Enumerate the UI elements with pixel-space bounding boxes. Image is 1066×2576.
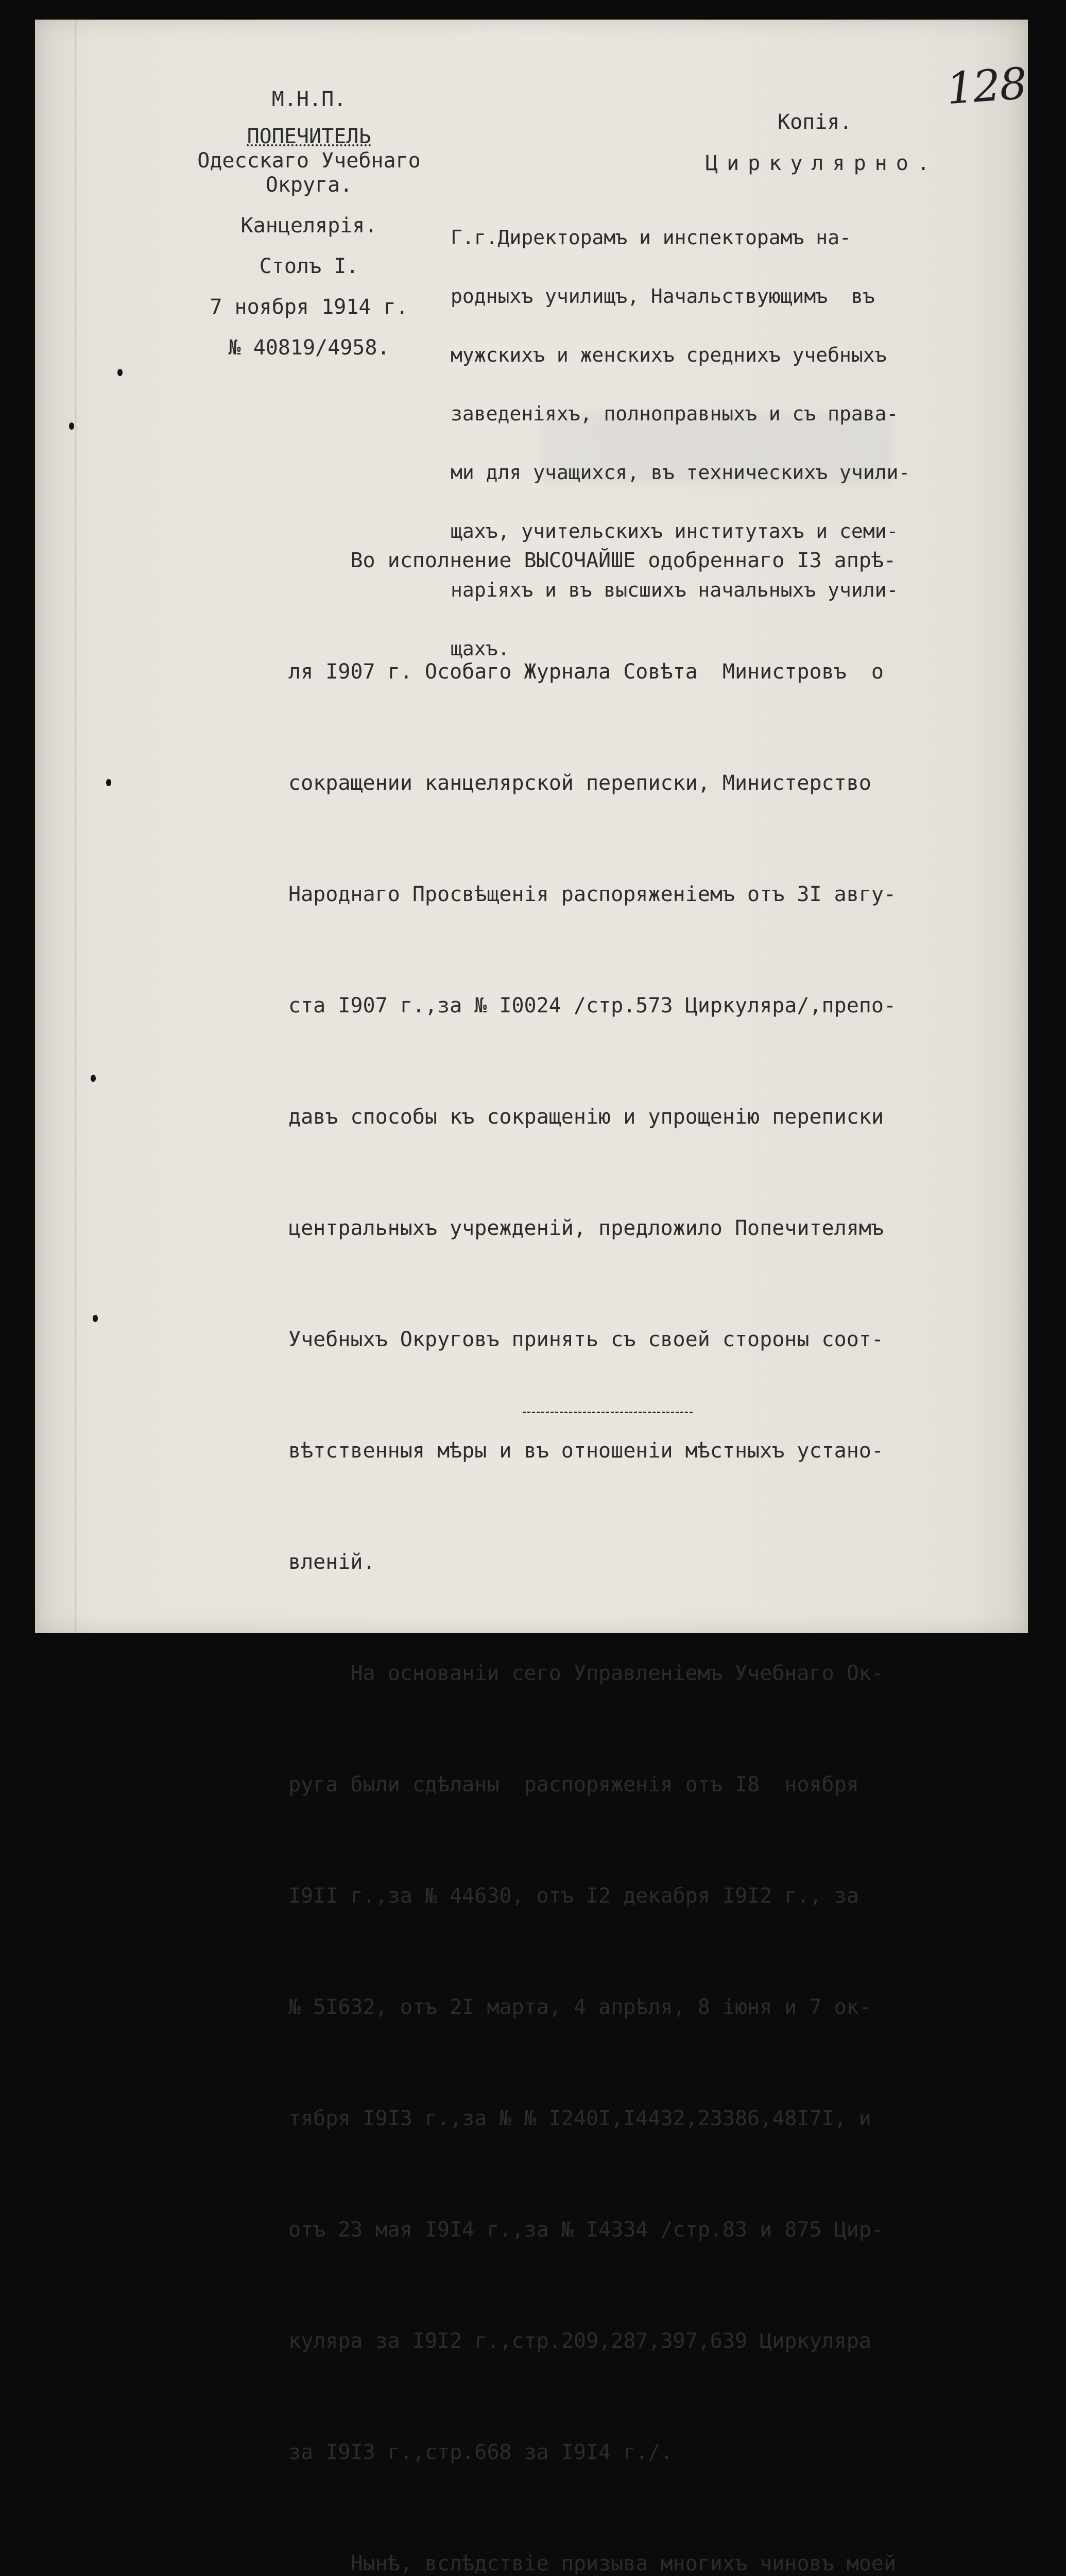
body-line: № 5I632, отъ 2I марта, 4 апрѣля, 8 іюня и 7 ок- bbox=[288, 1995, 871, 2019]
body-line: Учебныхъ Округовъ принять съ своей стороны соот- bbox=[288, 1328, 884, 1351]
sender-block bbox=[149, 88, 469, 360]
ministry-abbrev: М.Н.П. bbox=[271, 88, 347, 111]
addressee-line: щахъ. bbox=[451, 637, 510, 660]
body-line: куляра за I9I2 г.,стр.209,287,397,639 Циркуляра bbox=[288, 2329, 871, 2353]
body-line: ля I907 г. Особаго Журнала Совѣта Министровъ о bbox=[288, 660, 884, 684]
addressee-line: заведеніяхъ, полноправныхъ и съ права- bbox=[451, 402, 899, 425]
document-number: № 40819/4958. bbox=[228, 336, 390, 360]
office-title: ПОПЕЧИТЕЛЬ bbox=[247, 125, 371, 148]
addressee-line: ми для учащихся, въ техническихъ учили- bbox=[451, 461, 910, 484]
paper-fold bbox=[75, 20, 77, 1633]
body-line: давъ способы къ сокращенію и упрощенію переписки bbox=[288, 1105, 884, 1129]
body-line: вленій. bbox=[288, 1550, 375, 1574]
chancellery-label: Канцелярія. bbox=[240, 214, 377, 238]
body-line: за I9I3 г.,стр.668 за I9I4 г./. bbox=[288, 2441, 673, 2464]
body-line: центральныхъ учрежденій, предложило Попечителямъ bbox=[288, 1216, 884, 1240]
addressee-line: наріяхъ и въ высшихъ начальныхъ учили- bbox=[451, 579, 899, 601]
body-line: I9II г.,за № 44630, отъ I2 декабря I9I2 г., за bbox=[288, 1884, 859, 1908]
body-line: отъ 23 мая I9I4 г.,за № I4334 /стр.83 и 875 Цир- bbox=[288, 2218, 884, 2242]
desk-label: Столъ I. bbox=[259, 255, 359, 278]
document-date: 7 ноября 1914 г. bbox=[210, 295, 408, 319]
body-line: сокращении канцелярской переписки, Министерство bbox=[288, 771, 871, 795]
binding-hole bbox=[69, 422, 74, 430]
body-line: Нынѣ, вслѣдствіе призыва многихъ чиновъ моей bbox=[288, 2552, 897, 2575]
binding-hole bbox=[106, 779, 111, 786]
archive-page-number: 128 bbox=[944, 58, 1028, 114]
addressee-line: щахъ, учительскихъ институтахъ и семи- bbox=[451, 520, 899, 543]
binding-hole bbox=[117, 369, 123, 376]
dashed-underline-mark bbox=[523, 1412, 693, 1413]
district-line-2: Округа. bbox=[265, 173, 353, 197]
body-line: Во исполнение ВЫСОЧАЙШЕ одобреннаго I3 апрѣ- bbox=[288, 549, 897, 572]
copy-label: Копія. bbox=[778, 110, 852, 134]
body-line: ста I907 г.,за № I0024 /стр.573 Циркуляра/,препо- bbox=[288, 994, 897, 1018]
circular-label: Циркулярно. bbox=[706, 151, 938, 175]
addressee-line: мужскихъ и женскихъ среднихъ учебныхъ bbox=[451, 344, 887, 366]
body-line: вѣтственныя мѣры и въ отношеніи мѣстныхъ устано- bbox=[288, 1439, 884, 1463]
body-line: Народнаго Просвѣщенія распоряженіемъ отъ 3I авгу- bbox=[288, 883, 897, 906]
addressee-line: родныхъ училищъ, Начальствующимъ въ bbox=[451, 285, 875, 308]
body-line: руга были сдѣланы распоряженія отъ I8 ноября bbox=[288, 1773, 859, 1797]
body-text bbox=[288, 468, 942, 2576]
body-line: На основаніи сего Управленіемъ Учебнаго Ок- bbox=[288, 1662, 884, 1685]
addressee-line: Г.г.Директорамъ и инспекторамъ на- bbox=[451, 226, 851, 249]
body-line: тября I9I3 г.,за № № I240I,I4432,23386,48I7I, и bbox=[288, 2107, 871, 2130]
district-line-1: Одесскаго Учебнаго bbox=[197, 149, 421, 173]
binding-hole bbox=[93, 1315, 98, 1322]
binding-hole bbox=[91, 1075, 96, 1082]
